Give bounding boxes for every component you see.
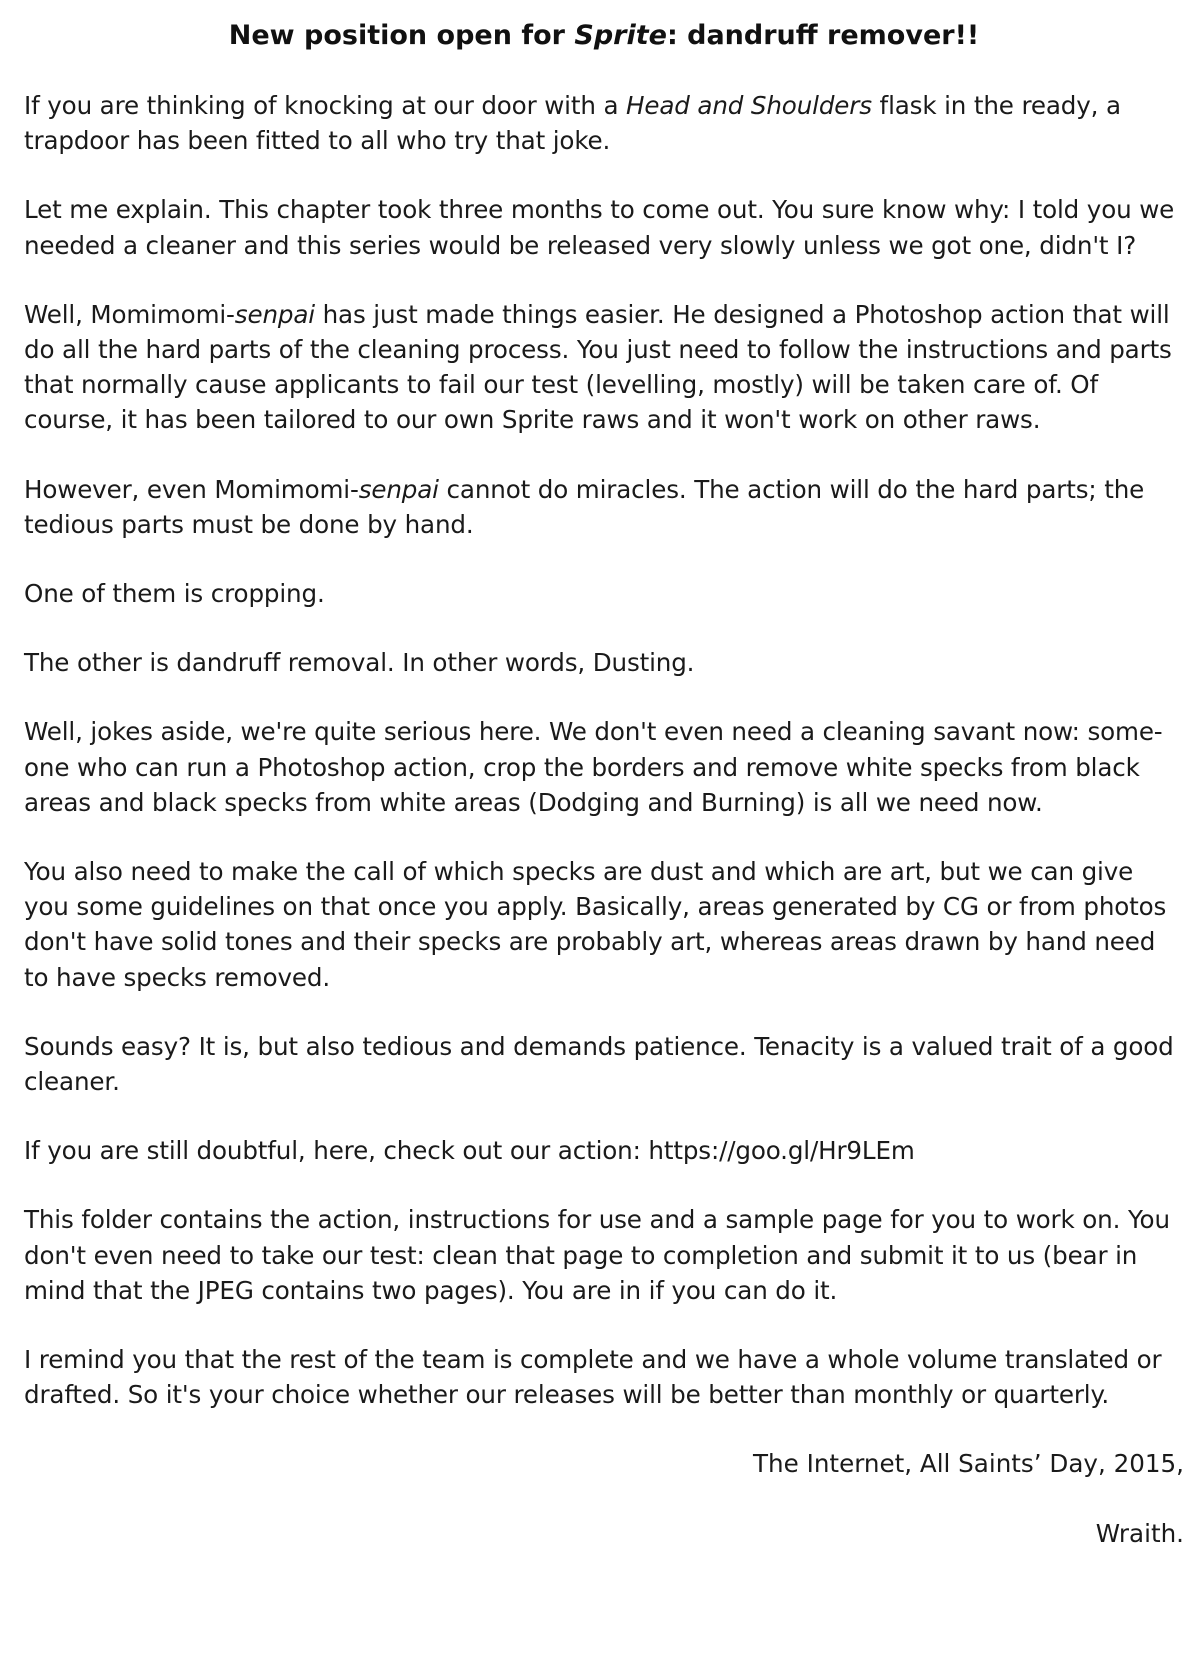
paragraph-text: has just made things easier. He designed a Photoshop action that will do all the hard parts of the cleaning process. You just need to follow the instructions and parts that normally cause applicants to fail our test (levelling, mostly) will be taken care of. Of course, it has been tailored to our own Sprite raws and it won't work on other raws. — [24, 299, 1172, 435]
paragraph-text: cannot do miracles. The action will do the hard parts; the tedious parts must be done by hand. — [24, 474, 1145, 539]
paragraph-jokes-aside: Well, jokes aside, we're quite serious here. We don't even need a cleaning savant now: some-one who can run a Photoshop action, crop the borders and remove white specks from black areas and black specks from white areas (Dodging and Burning) is all we need now. — [24, 717, 1163, 817]
paragraph-italic: senpai — [234, 299, 315, 329]
paragraph-text: Well, Momimomi- — [24, 299, 235, 329]
paragraph-guidelines: You also need to make the call of which specks are dust and which are art, but we can give you some guidelines on that once you apply. Basically, areas generated by CG or from photos don't have solid tones and their specks are probably art, whereas areas drawn by hand need to have specks removed. — [24, 857, 1167, 992]
paragraph-explain: Let me explain. This chapter took three months to come out. You sure know why: I told you we needed a cleaner and this series would be released very slowly unless we got one, didn't I? — [24, 195, 1175, 260]
paragraph-cropping: One of them is cropping. — [24, 579, 325, 609]
title-post: : dandruff remover!! — [666, 20, 980, 51]
title-italic: Sprite — [574, 20, 667, 51]
paragraph-miracles — [24, 472, 1184, 542]
paragraph-dusting: The other is dandruff removal. In other words, Dusting. — [24, 648, 695, 678]
paragraph-text: If you are thinking of knocking at our door with a — [24, 91, 627, 120]
paragraph-head-and-shoulders — [24, 88, 1184, 158]
title-pre: New position open for — [228, 20, 575, 51]
paragraph-link: If you are still doubtful, here, check out our action: https://goo.gl/Hr9LEm — [24, 1136, 915, 1166]
document-page — [24, 18, 1184, 1585]
paragraph-folder: This folder contains the action, instructions for use and a sample page for you to work on. You don't even need to take our test: clean that page to completion and submit it to us (bear in mind that the JPEG contains two pages). You are in if you can do it. — [24, 1205, 1170, 1305]
signature-author: Wraith. — [1095, 1518, 1184, 1548]
paragraph-team: I remind you that the rest of the team is complete and we have a whole volume translated or drafted. So it's your choice whether our releases will be better than monthly or quarterly. — [24, 1345, 1162, 1410]
paragraph-text: However, even Momimomi- — [24, 474, 359, 504]
paragraph-italic: senpai — [358, 474, 439, 504]
paragraph-sounds-easy: Sounds easy? It is, but also tedious and demands patience. Tenacity is a valued trait of a good cleaner. — [24, 1031, 1174, 1097]
paragraph-text: flask in the ready, a trapdoor has been fitted to all who try that joke. — [24, 91, 1121, 156]
page-title — [24, 18, 1184, 54]
paragraph-italic: Head and Shoulders — [626, 91, 872, 120]
paragraph-photoshop-action — [24, 297, 1184, 438]
signature-place-date: The Internet, All Saints’ Day, 2015, — [753, 1449, 1184, 1479]
